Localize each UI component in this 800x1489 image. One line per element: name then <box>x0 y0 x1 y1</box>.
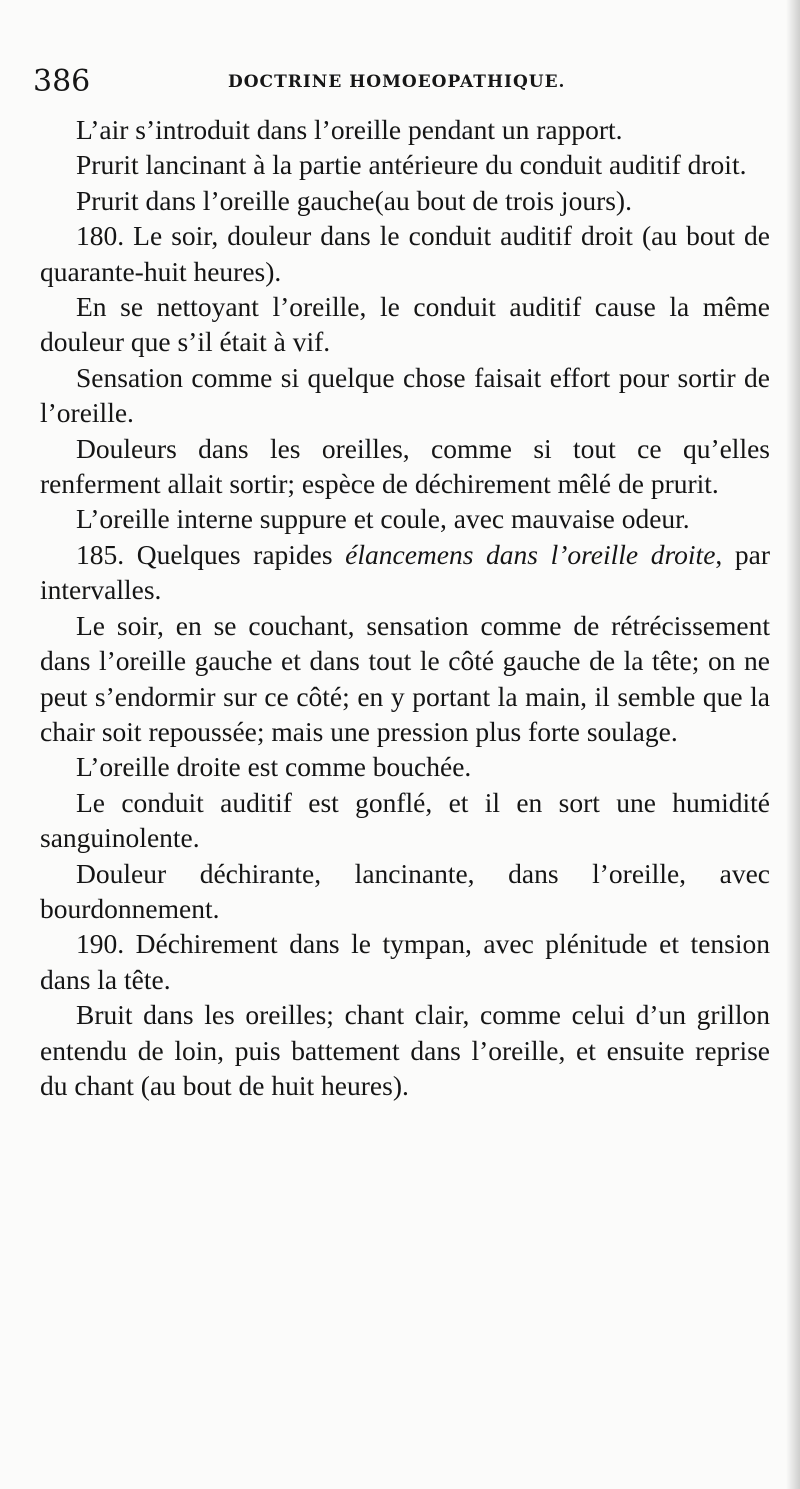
paragraph: Bruit dans les oreilles; chant clair, comme celui d’un grillon entendu de loin, puis battement dans l’oreille, et ensuite reprise du chant (au bout de huit heures). <box>40 999 770 1101</box>
paragraph: Prurit dans l’oreille gauche(au bout de trois jours). <box>76 184 632 216</box>
paragraph: L’air s’introduit dans l’oreille pendant un rapport. <box>76 114 623 145</box>
paragraph-start: 185. Quelques rapides <box>76 538 346 570</box>
paragraph: L’oreille droite est comme bouchée. <box>76 751 472 783</box>
paragraph: Prurit lancinant à la partie antérieure du conduit auditif droit. <box>76 149 747 181</box>
running-head: DOCTRINE HOMOEOPATHIQUE. <box>228 72 566 92</box>
paragraph: Douleur déchirante, lancinante, dans l’oreille, avec bourdonnement. <box>40 857 770 924</box>
page-number: 386 <box>33 64 91 99</box>
paragraph <box>40 537 770 608</box>
paragraph: Le soir, en se couchant, sensation comme de rétrécissement dans l’oreille gauche et dans tout le côté gauche de la tête; on ne peut s’endormir sur ce côté; en y portant la main, il semble que la chair soit repoussée; mais une pression plus forte soulage. <box>40 609 770 747</box>
page-edge-shadow <box>786 0 800 1489</box>
paragraph-end: , par intervalles. <box>40 538 770 606</box>
paragraph: 180. Le soir, douleur dans le conduit auditif droit (au bout de quarante-huit heures). <box>40 220 770 287</box>
paragraph: Douleurs dans les oreilles, comme si tout ce qu’elles renferment allait sortir; espèce de déchirement mêlé de prurit. <box>40 432 770 500</box>
italic-phrase: élancemens dans l’oreille droite <box>345 538 716 570</box>
paragraph: L’oreille interne suppure et coule, avec mauvaise odeur. <box>76 503 690 535</box>
paragraph: Sensation comme si quelque chose faisait effort pour sortir de l’oreille. <box>40 361 770 429</box>
body-text <box>40 112 770 1103</box>
page-header <box>33 60 763 104</box>
paragraph: Le conduit auditif est gonflé, et il en sort une humidité sanguinolente. <box>40 786 770 854</box>
paragraph: En se nettoyant l’oreille, le conduit auditif cause la même douleur que s’il était à vif. <box>40 291 770 358</box>
paragraph: 190. Déchirement dans le tympan, avec plénitude et tension dans la tête. <box>40 928 770 995</box>
